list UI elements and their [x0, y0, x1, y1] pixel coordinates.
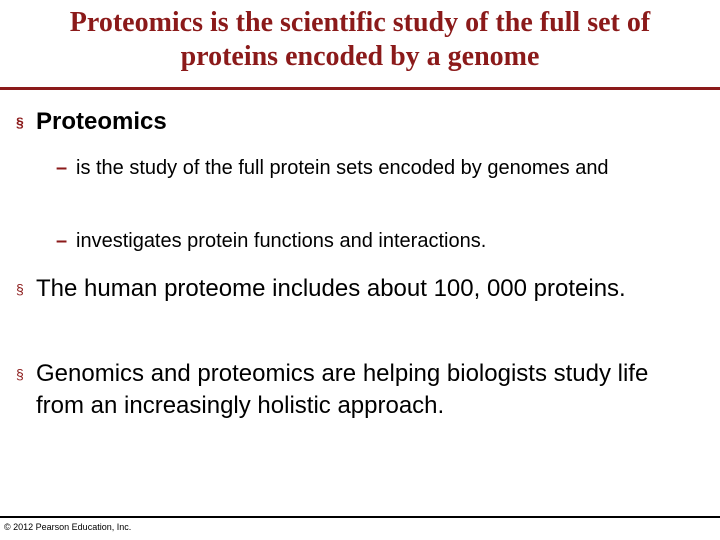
- bullet-marker: §: [16, 366, 24, 382]
- footer-divider: [0, 516, 720, 518]
- slide-title: [0, 6, 720, 74]
- sub-bullet-text: is the study of the full protein sets encoded by genomes and: [76, 157, 609, 179]
- bullet-proteomics: [16, 106, 696, 138]
- sub-bullet-study: [56, 154, 616, 182]
- bullet-text: Proteomics: [36, 108, 167, 135]
- bullet-text: The human proteome includes about 100, 000 proteins.: [36, 275, 626, 302]
- copyright-notice: © 2012 Pearson Education, Inc.: [4, 522, 132, 532]
- sub-bullet-marker: –: [56, 230, 68, 252]
- sub-bullet-marker: –: [56, 157, 68, 179]
- bullet-marker: §: [16, 114, 24, 130]
- sub-bullet-functions: [56, 227, 616, 255]
- sub-bullet-text: investigates protein functions and interactions.: [76, 230, 487, 252]
- title-line-1: Proteomics is the scientific study of the full set of: [69, 7, 651, 38]
- bullet-marker: §: [16, 281, 24, 297]
- bullet-genomics-proteomics: [16, 358, 696, 422]
- bullet-human-proteome: [16, 273, 696, 305]
- title-divider: [0, 87, 720, 90]
- title-line-2: proteins encoded by a genome: [180, 41, 540, 72]
- bullet-text: Genomics and proteomics are helping biologists study life from an increasingly holistic approach.: [36, 360, 649, 419]
